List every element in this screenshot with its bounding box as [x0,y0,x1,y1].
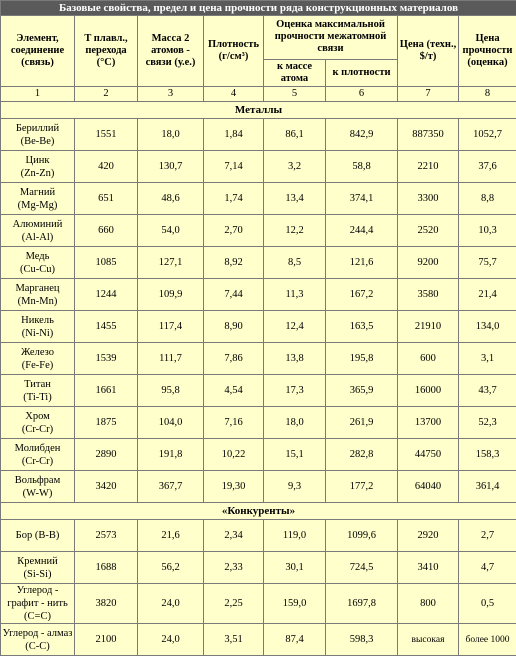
price-cell: 21910 [398,311,459,343]
price-cell: 600 [398,343,459,375]
melting-cell: 1085 [75,247,138,279]
per-density-cell: 244,4 [326,215,398,247]
element-name: Магний [20,187,55,198]
price-cell: 3410 [398,552,459,584]
table-row [1,311,516,343]
header-density: Плотность (г/см³) [204,16,264,87]
mass-cell: 191,8 [138,439,204,471]
element-name: Титан [24,379,51,390]
price-strength-cell: 8,8 [459,183,516,215]
element-name: Бор (B-B) [16,530,60,541]
column-number: 4 [204,87,264,102]
per-mass-cell: 13,8 [264,343,326,375]
price-strength-cell: 75,7 [459,247,516,279]
melting-cell: 1539 [75,343,138,375]
price-strength-cell: 1052,7 [459,119,516,151]
table-row [1,119,516,151]
price-strength-cell: 4,7 [459,552,516,584]
melting-cell: 2890 [75,439,138,471]
per-density-cell: 842,9 [326,119,398,151]
element-bond: (Ti-Ti) [23,392,51,403]
element-bond: (C-C) [25,641,50,652]
price-strength-cell: 52,3 [459,407,516,439]
table-row [1,407,516,439]
mass-cell: 21,6 [138,520,204,552]
per-density-cell: 195,8 [326,343,398,375]
per-density-cell: 1099,6 [326,520,398,552]
element-name: Марганец [15,283,59,294]
density-cell: 2,34 [204,520,264,552]
per-mass-cell: 119,0 [264,520,326,552]
column-number: 8 [459,87,516,102]
density-cell: 7,16 [204,407,264,439]
per-mass-cell: 30,1 [264,552,326,584]
per-mass-cell: 15,1 [264,439,326,471]
price-strength-cell: 134,0 [459,311,516,343]
density-cell: 10,22 [204,439,264,471]
table-row [1,471,516,503]
section-row [1,503,516,520]
mass-cell: 54,0 [138,215,204,247]
price-cell: 9200 [398,247,459,279]
per-density-cell: 261,9 [326,407,398,439]
price-strength-cell: 361,4 [459,471,516,503]
density-cell: 19,30 [204,471,264,503]
element-name: Никель [21,315,54,326]
melting-cell: 3820 [75,584,138,624]
element-bond: (Si-Si) [23,569,51,580]
per-mass-cell: 159,0 [264,584,326,624]
per-density-cell: 167,2 [326,279,398,311]
mass-cell: 24,0 [138,584,204,624]
melting-cell: 660 [75,215,138,247]
per-density-cell: 598,3 [326,624,398,656]
mass-cell: 367,7 [138,471,204,503]
table-row [1,552,516,584]
melting-cell: 1661 [75,375,138,407]
mass-cell: 18,0 [138,119,204,151]
per-mass-cell: 3,2 [264,151,326,183]
mass-cell: 130,7 [138,151,204,183]
melting-cell: 2573 [75,520,138,552]
mass-cell: 117,4 [138,311,204,343]
element-name: Железо [21,347,54,358]
element-name: Углерод - графит - нить [7,585,68,609]
price-cell: 2210 [398,151,459,183]
price-cell: 2920 [398,520,459,552]
element-cell [1,311,75,343]
element-name: Молибден [15,443,61,454]
density-cell: 3,51 [204,624,264,656]
column-number: 1 [1,87,75,102]
element-cell [1,439,75,471]
element-cell [1,215,75,247]
price-strength-cell: 37,6 [459,151,516,183]
header-price: Цена (техн., $/т) [398,16,459,87]
element-bond: (Fe-Fe) [22,360,54,371]
header-price-strength: Цена прочности (оценка) [459,16,516,87]
element-cell [1,624,75,656]
element-cell [1,520,75,552]
mass-cell: 48,6 [138,183,204,215]
header-mass: Масса 2 атомов - связи (у.е.) [138,16,204,87]
element-bond: (Ni-Ni) [22,328,54,339]
price-strength-cell: более 1000 [459,624,516,656]
element-name: Вольфрам [15,475,61,486]
element-bond: (Be-Be) [21,136,55,147]
mass-cell: 95,8 [138,375,204,407]
per-density-cell: 365,9 [326,375,398,407]
price-strength-cell: 3,1 [459,343,516,375]
table-title: Базовые свойства, предел и цена прочности ряда конструкционных материалов [1,1,516,16]
per-mass-cell: 8,5 [264,247,326,279]
mass-cell: 111,7 [138,343,204,375]
element-bond: (Cr-Cr) [22,424,53,435]
table-row [1,183,516,215]
table-row [1,247,516,279]
header-strength-group: Оценка максимальной прочности межатомной связи [264,16,398,60]
table-row [1,439,516,471]
melting-cell: 651 [75,183,138,215]
table-row [1,343,516,375]
mass-cell: 104,0 [138,407,204,439]
column-number-row [1,87,516,102]
melting-cell: 1244 [75,279,138,311]
per-mass-cell: 17,3 [264,375,326,407]
element-cell [1,279,75,311]
table-row [1,584,516,624]
price-cell: 800 [398,584,459,624]
density-cell: 7,14 [204,151,264,183]
element-bond: (Zn-Zn) [21,168,55,179]
melting-cell: 3420 [75,471,138,503]
element-name: Хром [25,411,50,422]
header-per-density: к плотности [326,59,398,86]
column-number: 7 [398,87,459,102]
per-density-cell: 724,5 [326,552,398,584]
per-density-cell: 282,8 [326,439,398,471]
table-body [1,102,516,656]
melting-cell: 1551 [75,119,138,151]
element-bond: (Mg-Mg) [18,200,58,211]
section-row [1,102,516,119]
density-cell: 1,74 [204,183,264,215]
element-cell [1,584,75,624]
price-cell: 44750 [398,439,459,471]
price-cell: 13700 [398,407,459,439]
density-cell: 7,44 [204,279,264,311]
element-name: Кремний [17,556,57,567]
density-cell: 2,25 [204,584,264,624]
table-row [1,215,516,247]
element-bond: (Cu-Cu) [20,264,55,275]
header-melting: T плавл., перехода (°С) [75,16,138,87]
price-strength-cell: 158,3 [459,439,516,471]
per-mass-cell: 13,4 [264,183,326,215]
element-cell [1,151,75,183]
table-row [1,279,516,311]
per-density-cell: 1697,8 [326,584,398,624]
column-number: 6 [326,87,398,102]
per-density-cell: 177,2 [326,471,398,503]
mass-cell: 109,9 [138,279,204,311]
price-cell: 64040 [398,471,459,503]
section-title: Металлы [1,102,516,119]
density-cell: 8,92 [204,247,264,279]
price-cell: 887350 [398,119,459,151]
header-element: Элемент, соединение (связь) [1,16,75,87]
price-strength-cell: 2,7 [459,520,516,552]
melting-cell: 1875 [75,407,138,439]
element-cell [1,183,75,215]
element-cell [1,407,75,439]
element-cell [1,247,75,279]
element-name: Цинк [26,155,50,166]
density-cell: 4,54 [204,375,264,407]
per-mass-cell: 9,3 [264,471,326,503]
element-bond: (Al-Al) [22,232,54,243]
price-cell: 16000 [398,375,459,407]
column-number: 3 [138,87,204,102]
density-cell: 7,86 [204,343,264,375]
melting-cell: 420 [75,151,138,183]
element-name: Бериллий [16,123,59,134]
per-mass-cell: 18,0 [264,407,326,439]
element-name: Медь [26,251,50,262]
mass-cell: 127,1 [138,247,204,279]
per-mass-cell: 86,1 [264,119,326,151]
column-number: 5 [264,87,326,102]
density-cell: 2,70 [204,215,264,247]
melting-cell: 2100 [75,624,138,656]
element-bond: (Cr-Cr) [22,456,53,467]
per-mass-cell: 87,4 [264,624,326,656]
element-name: Углерод - алмаз [3,628,73,639]
per-density-cell: 374,1 [326,183,398,215]
per-mass-cell: 12,2 [264,215,326,247]
element-cell [1,375,75,407]
density-cell: 8,90 [204,311,264,343]
price-strength-cell: 10,3 [459,215,516,247]
per-density-cell: 163,5 [326,311,398,343]
price-strength-cell: 0,5 [459,584,516,624]
element-cell [1,119,75,151]
table-row [1,520,516,552]
mass-cell: 24,0 [138,624,204,656]
per-mass-cell: 11,3 [264,279,326,311]
table-row [1,151,516,183]
price-cell: 3300 [398,183,459,215]
melting-cell: 1455 [75,311,138,343]
melting-cell: 1688 [75,552,138,584]
element-bond: (W-W) [23,488,53,499]
price-cell: 2520 [398,215,459,247]
price-cell: 3580 [398,279,459,311]
mass-cell: 56,2 [138,552,204,584]
column-number: 2 [75,87,138,102]
table-row [1,624,516,656]
density-cell: 1,84 [204,119,264,151]
per-density-cell: 58,8 [326,151,398,183]
element-bond: (C=C) [24,611,51,622]
price-strength-cell: 43,7 [459,375,516,407]
element-name: Алюминий [13,219,63,230]
price-cell: высокая [398,624,459,656]
density-cell: 2,33 [204,552,264,584]
header-per-mass: к массе атома [264,59,326,86]
element-cell [1,343,75,375]
element-cell [1,552,75,584]
price-strength-cell: 21,4 [459,279,516,311]
per-mass-cell: 12,4 [264,311,326,343]
element-cell [1,471,75,503]
per-density-cell: 121,6 [326,247,398,279]
table-row [1,375,516,407]
element-bond: (Mn-Mn) [18,296,58,307]
section-title: «Конкуренты» [1,503,516,520]
